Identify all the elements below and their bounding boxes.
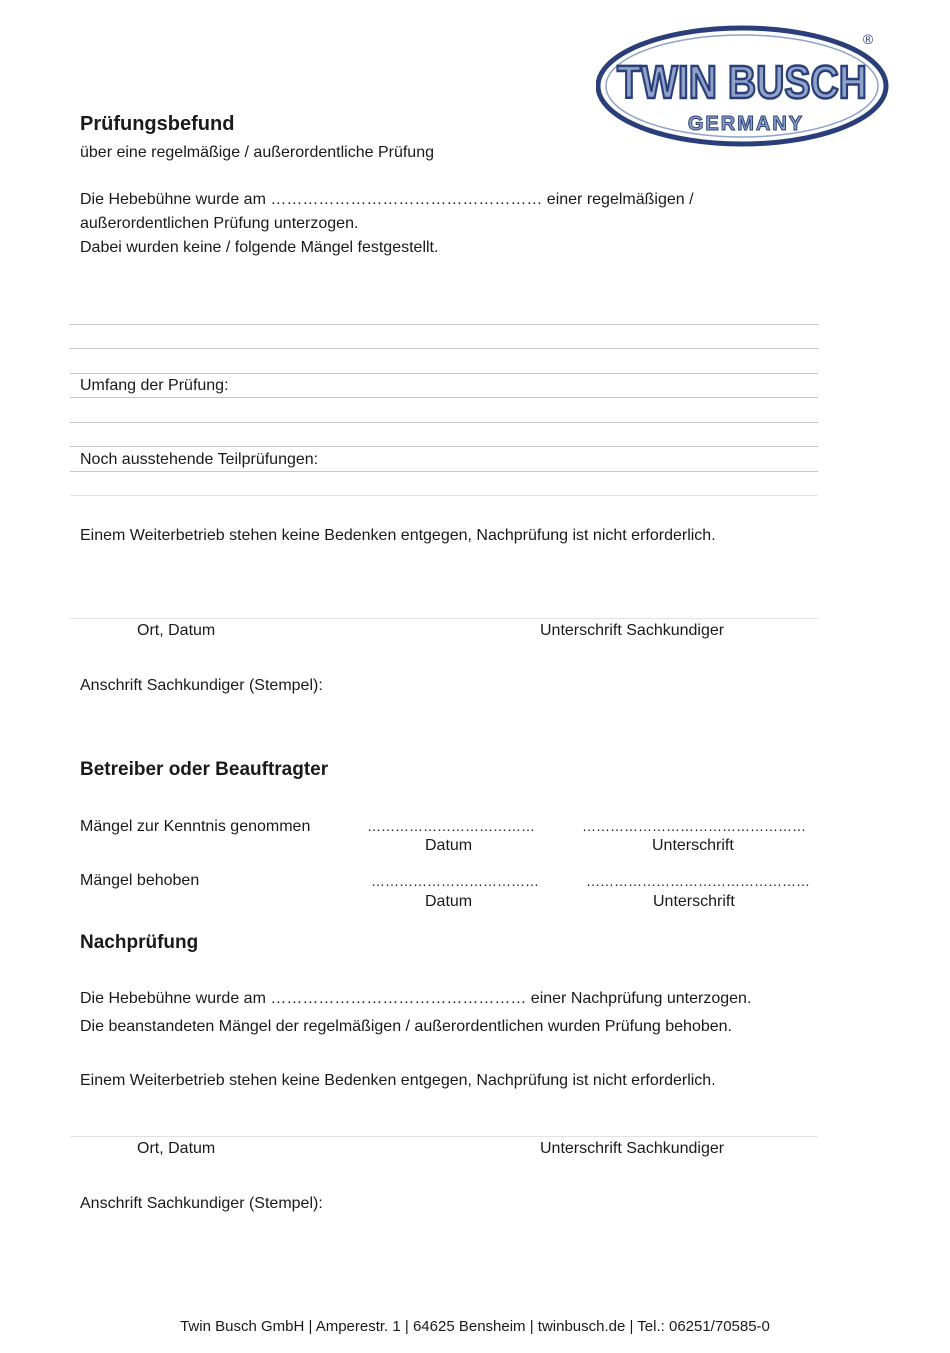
unterschrift-sachkundiger-label: Unterschrift Sachkundiger — [540, 622, 725, 639]
intro-line-1 — [80, 191, 694, 209]
behoben-unterschrift-fill[interactable]: ………………………………………… — [586, 873, 810, 889]
statement-1: Einem Weiterbetrieb stehen keine Bedenken entgegen, Nachprüfung ist nicht erforderlich. — [80, 527, 716, 544]
datum-caption-2: Datum — [425, 893, 473, 910]
unterschrift-sachkundiger-label-2: Unterschrift Sachkundiger — [540, 1140, 725, 1157]
logo-graphic — [596, 24, 896, 148]
signature-line-1[interactable] — [70, 618, 818, 619]
svg-text:GERMANY: GERMANY — [687, 113, 805, 135]
intro-line-3: Dabei wurden keine / folgende Mängel festgestellt. — [80, 239, 439, 256]
defect-line-2[interactable] — [70, 348, 818, 349]
umfang-line-3[interactable] — [70, 446, 818, 447]
intro-text-a: Die Hebebühne wurde am — [80, 191, 266, 208]
svg-text:®: ® — [862, 31, 874, 47]
maengel-kenntnis-label: Mängel zur Kenntnis genommen — [80, 818, 311, 835]
noch-line-1[interactable] — [70, 471, 818, 472]
kenntnis-datum-fill[interactable]: ……………………………… — [367, 818, 535, 834]
anschrift-label: Anschrift Sachkundiger (Stempel): — [80, 677, 323, 694]
maengel-behoben-label: Mängel behoben — [80, 872, 200, 889]
noch-label: Noch ausstehende Teilprüfungen: — [80, 451, 319, 468]
ort-datum-label: Ort, Datum — [137, 622, 216, 639]
anschrift-label-2: Anschrift Sachkundiger (Stempel): — [80, 1195, 323, 1212]
umfang-line-2[interactable] — [70, 422, 818, 423]
unterschrift-caption-2: Unterschrift — [653, 893, 735, 910]
defect-line-3[interactable] — [70, 373, 818, 374]
intro-text-b: einer regelmäßigen / — [546, 191, 694, 208]
nachpruefung-line-1 — [80, 990, 751, 1008]
statement-2: Einem Weiterbetrieb stehen keine Bedenken entgegen, Nachprüfung ist nicht erforderlich. — [80, 1072, 716, 1089]
ort-datum-label-2: Ort, Datum — [137, 1140, 216, 1157]
svg-text:TWIN BUSCH: TWIN BUSCH — [617, 56, 867, 108]
date-fill-line[interactable]: …………………………………………… — [270, 191, 543, 208]
unterschrift-caption-1: Unterschrift — [652, 837, 734, 854]
nachpruefung-text-b: einer Nachprüfung unterzogen. — [530, 990, 752, 1007]
noch-line-2[interactable] — [70, 495, 818, 496]
intro-line-2: außerordentlichen Prüfung unterzogen. — [80, 215, 359, 232]
nachpruefung-date-fill[interactable]: ………………………………………… — [270, 990, 527, 1007]
page-title: Prüfungsbefund — [80, 113, 235, 135]
nachpruefung-title: Nachprüfung — [80, 932, 199, 953]
signature-line-2[interactable] — [70, 1136, 818, 1137]
betreiber-title: Betreiber oder Beauftragter — [80, 759, 329, 780]
twin-busch-logo — [596, 24, 896, 148]
kenntnis-unterschrift-fill[interactable]: ………………………………………… — [582, 818, 806, 834]
nachpruefung-text-a: Die Hebebühne wurde am — [80, 990, 266, 1007]
nachpruefung-line-2: Die beanstandeten Mängel der regelmäßigen / außerordentlichen wurden Prüfung behoben. — [80, 1018, 732, 1035]
footer-address: Twin Busch GmbH | Amperestr. 1 | 64625 Bensheim | twinbusch.de | Tel.: 06251/70585-0 — [180, 1318, 770, 1335]
behoben-datum-fill[interactable]: ……………………………… — [371, 873, 539, 889]
umfang-label: Umfang der Prüfung: — [80, 377, 229, 394]
defect-line-1[interactable] — [70, 324, 818, 325]
datum-caption-1: Datum — [425, 837, 473, 854]
umfang-line-1[interactable] — [70, 397, 818, 398]
page-subtitle: über eine regelmäßige / außerordentliche Prüfung — [80, 144, 434, 161]
